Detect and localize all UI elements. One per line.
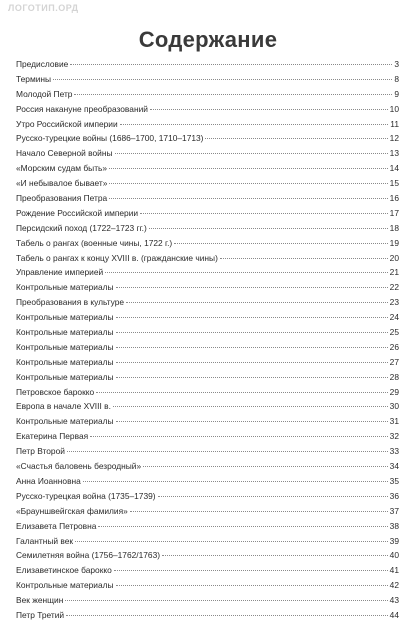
toc-entry[interactable] [16, 399, 399, 414]
table-of-contents [16, 57, 399, 623]
toc-entry-title: «Счастья баловень безродный» [16, 461, 142, 472]
toc-entry-page-number: 3 [394, 59, 399, 69]
toc-entry[interactable] [16, 265, 399, 280]
toc-entry-page-number: 8 [394, 73, 399, 84]
dot-leader [116, 585, 388, 586]
toc-entry-page-number: 23 [389, 297, 399, 308]
toc-entry-title: Табель о рангах (военные чины, 1722 г.) [16, 237, 173, 248]
toc-entry[interactable] [16, 206, 399, 221]
dot-leader [98, 526, 387, 527]
toc-entry-title: Контрольные материалы [16, 356, 114, 367]
toc-entry-title: Управление империей [16, 267, 104, 278]
toc-entry[interactable] [16, 429, 399, 444]
toc-entry[interactable] [16, 191, 399, 206]
dot-leader [162, 555, 388, 556]
toc-entry-title: Контрольные материалы [16, 580, 114, 591]
toc-entry-page-number: 13 [389, 148, 399, 159]
toc-entry[interactable] [16, 295, 399, 310]
toc-entry-title: Русско-турецкие войны (1686–1700, 1710–1713) [16, 133, 204, 144]
toc-entry-title: Елизаветинское барокко [16, 565, 112, 576]
dot-leader [83, 481, 388, 482]
toc-entry-page-number: 15 [389, 178, 399, 189]
toc-entry-page-number: 34 [389, 461, 399, 472]
toc-entry-title: Петровское барокко [16, 386, 95, 397]
toc-entry[interactable] [16, 414, 399, 429]
toc-entry-title: Европа в начале XVIII в. [16, 401, 111, 412]
toc-entry-page-number: 36 [389, 490, 399, 501]
toc-entry[interactable] [16, 340, 399, 355]
toc-entry[interactable] [16, 87, 399, 102]
toc-entry-page-number: 38 [389, 520, 399, 531]
toc-entry-page-number: 22 [389, 282, 399, 293]
toc-entry-title: Утро Российской империи [16, 118, 118, 129]
toc-entry-title: Предисловие [16, 59, 69, 69]
toc-entry-page-number: 41 [389, 565, 399, 576]
toc-entry-title: Табель о рангах к концу XVIII в. (гражданские чины) [16, 252, 218, 263]
dot-leader [174, 243, 387, 244]
toc-entry[interactable] [16, 370, 399, 385]
toc-entry-title: Контрольные материалы [16, 371, 114, 382]
toc-entry-page-number: 42 [389, 580, 399, 591]
toc-entry-page-number: 26 [389, 341, 399, 352]
dot-leader [109, 198, 388, 199]
toc-entry[interactable] [16, 146, 399, 161]
toc-entry-title: Русско-турецкая война (1735–1739) [16, 490, 156, 501]
toc-entry-title: Петр Третий [16, 609, 65, 620]
toc-entry[interactable] [16, 519, 399, 534]
toc-entry-page-number: 28 [389, 371, 399, 382]
toc-entry[interactable] [16, 310, 399, 325]
toc-entry[interactable] [16, 444, 399, 459]
dot-leader [149, 228, 388, 229]
toc-entry-page-number: 32 [389, 431, 399, 442]
toc-entry-title: Анна Иоанновна [16, 475, 81, 486]
toc-entry[interactable] [16, 131, 399, 146]
toc-entry-page-number: 35 [389, 475, 399, 486]
toc-entry[interactable] [16, 578, 399, 593]
dot-leader [120, 124, 389, 125]
toc-entry[interactable] [16, 489, 399, 504]
toc-entry-page-number: 39 [389, 535, 399, 546]
page-title: Содержание [138, 26, 278, 52]
toc-entry[interactable] [16, 251, 399, 266]
toc-entry-title: Контрольные материалы [16, 312, 114, 323]
toc-entry[interactable] [16, 608, 399, 623]
dot-leader [70, 64, 392, 65]
toc-entry-page-number: 16 [389, 193, 399, 204]
toc-entry-title: «Морским судам быть» [16, 163, 108, 174]
toc-entry-title: «И небывалое бывает» [16, 178, 108, 189]
toc-entry-page-number: 43 [389, 595, 399, 606]
toc-entry-page-number: 20 [389, 252, 399, 263]
dot-leader [90, 436, 388, 437]
toc-entry-title: Век женщин [16, 595, 64, 606]
toc-entry[interactable] [16, 474, 399, 489]
toc-entry-page-number: 17 [389, 207, 399, 218]
toc-entry[interactable] [16, 563, 399, 578]
toc-entry-title: «Брауншвейгская фамилия» [16, 505, 128, 516]
toc-entry[interactable] [16, 534, 399, 549]
toc-entry-title: Семилетняя война (1756–1762/1763) [16, 550, 161, 561]
dot-leader [66, 615, 388, 616]
toc-entry-page-number: 12 [389, 133, 399, 144]
toc-entry-page-number: 30 [389, 401, 399, 412]
toc-entry-page-number: 24 [389, 312, 399, 323]
dot-leader [116, 362, 388, 363]
toc-entry[interactable] [16, 117, 399, 132]
toc-entry[interactable] [16, 593, 399, 608]
toc-entry[interactable] [16, 355, 399, 370]
toc-entry[interactable] [16, 236, 399, 251]
toc-entry-page-number: 10 [389, 103, 399, 114]
toc-entry-page-number: 29 [389, 386, 399, 397]
toc-entry[interactable] [16, 459, 399, 474]
toc-entry-title: Екатерина Первая [16, 431, 89, 442]
toc-entry[interactable] [16, 504, 399, 519]
toc-entry-title: Петр Второй [16, 446, 65, 457]
toc-entry-title: Термины [16, 73, 52, 84]
toc-entry[interactable] [16, 385, 399, 400]
watermark: ЛОГОТИП.ОРД [8, 3, 79, 13]
toc-entry-title: Начало Северной войны [16, 148, 113, 159]
toc-entry-title: Россия накануне преобразований [16, 103, 148, 114]
dot-leader [116, 287, 388, 288]
dot-leader [65, 600, 387, 601]
toc-entry-title: Контрольные материалы [16, 282, 114, 293]
toc-entry-title: Преобразования Петра [16, 193, 108, 204]
dot-leader [126, 302, 388, 303]
toc-entry-page-number: 40 [389, 550, 399, 561]
toc-entry-title: Галантный век [16, 535, 74, 546]
dot-leader [130, 511, 388, 512]
toc-entry[interactable] [16, 102, 399, 117]
toc-entry-page-number: 21 [389, 267, 399, 278]
dot-leader [116, 317, 388, 318]
toc-entry-title: Персидский поход (1722–1723 гг.) [16, 222, 147, 233]
toc-entry-title: Молодой Петр [16, 88, 73, 99]
dot-leader [205, 138, 387, 139]
toc-entry[interactable] [16, 72, 399, 87]
toc-entry-title: Елизавета Петровна [16, 520, 97, 531]
toc-entry[interactable] [16, 161, 399, 176]
toc-entry-page-number: 9 [394, 88, 399, 99]
dot-leader [109, 183, 387, 184]
dot-leader [114, 570, 388, 571]
toc-entry[interactable] [16, 57, 399, 72]
dot-leader [116, 347, 388, 348]
dot-leader [105, 272, 387, 273]
dot-leader [143, 466, 388, 467]
dot-leader [220, 258, 388, 259]
dot-leader [116, 332, 388, 333]
toc-entry-page-number: 31 [389, 416, 399, 427]
toc-entry[interactable] [16, 325, 399, 340]
toc-entry-page-number: 44 [389, 609, 399, 620]
toc-entry-title: Контрольные материалы [16, 416, 114, 427]
toc-entry-page-number: 14 [389, 163, 399, 174]
toc-entry-page-number: 19 [389, 237, 399, 248]
dot-leader [113, 406, 388, 407]
dot-leader [116, 421, 388, 422]
dot-leader [74, 94, 392, 95]
dot-leader [115, 153, 388, 154]
dot-leader [158, 496, 388, 497]
toc-entry-page-number: 18 [389, 222, 399, 233]
toc-entry-page-number: 37 [389, 505, 399, 516]
dot-leader [67, 451, 388, 452]
dot-leader [116, 377, 388, 378]
dot-leader [140, 213, 388, 214]
dot-leader [75, 541, 388, 542]
toc-entry-page-number: 11 [390, 118, 399, 129]
toc-entry-page-number: 27 [389, 356, 399, 367]
toc-entry[interactable] [16, 221, 399, 236]
toc-entry-title: Рождение Российской империи [16, 207, 139, 218]
dot-leader [53, 79, 392, 80]
toc-entry[interactable] [16, 280, 399, 295]
toc-entry-page-number: 33 [389, 446, 399, 457]
dot-leader [150, 109, 388, 110]
dot-leader [96, 392, 388, 393]
toc-entry-page-number: 25 [389, 327, 399, 338]
dot-leader [109, 168, 388, 169]
toc-entry-title: Преобразования в культуре [16, 297, 125, 308]
toc-entry-title: Контрольные материалы [16, 341, 114, 352]
toc-entry[interactable] [16, 548, 399, 563]
toc-entry-title: Контрольные материалы [16, 327, 114, 338]
toc-entry[interactable] [16, 176, 399, 191]
